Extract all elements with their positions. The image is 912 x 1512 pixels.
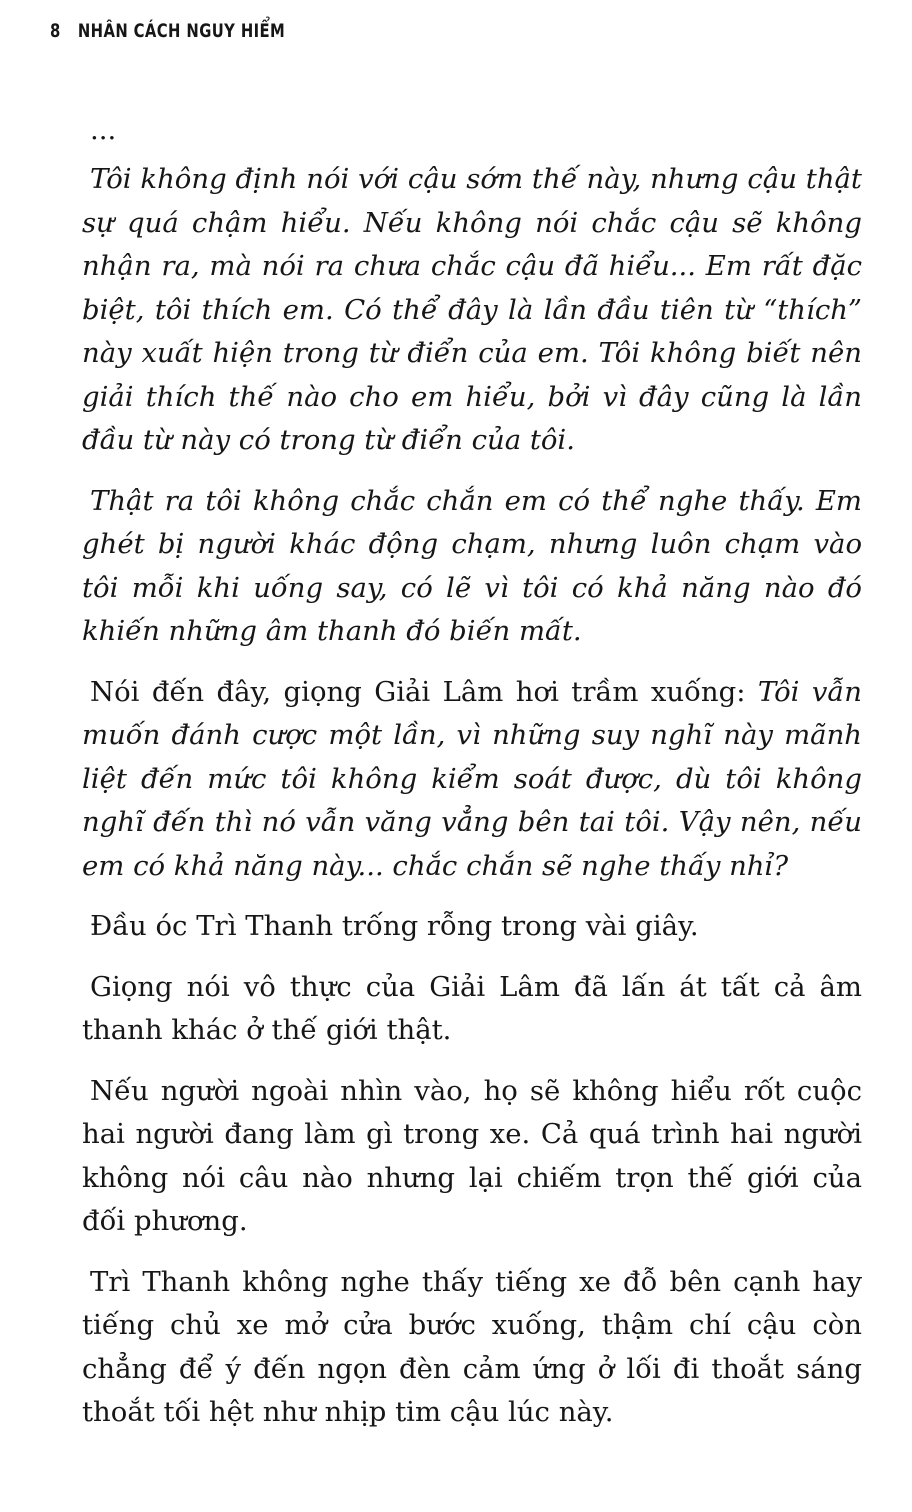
ellipsis-line: ... [90, 114, 117, 146]
page-number: 8 [50, 20, 61, 42]
paragraph-3-narration: Nói đến đây, giọng Giải Lâm hơi trầm xuống: [90, 675, 758, 708]
paragraph-1: Tôi không định nói với cậu sớm thế này, nhưng cậu thật sự quá chậm hiểu. Nếu không nói chắc cậu sẽ không nhận ra, mà nói ra chưa chắc cậu đã hiểu... Em rất đặc biệt, tôi thích em. Có thể đây là lần đầu tiên từ “thích” này xuất hiện trong từ điển của em. Tôi không biết nên giải thích thế nào cho em hiểu, bởi vì đây cũng là lần đầu từ này có trong từ điển của tôi. [82, 163, 862, 456]
paragraph-7: Trì Thanh không nghe thấy tiếng xe đỗ bên cạnh hay tiếng chủ xe mở cửa bước xuống, thậm chí cậu còn chẳng để ý đến ngọn đèn cảm ứng ở lối đi thoắt sáng thoắt tối hệt như nhịp tim cậu lúc này. [82, 1265, 862, 1428]
paragraph-2: Thật ra tôi không chắc chắn em có thể nghe thấy. Em ghét bị người khác động chạm, nhưng luôn chạm vào tôi mỗi khi uống say, có lẽ vì tôi có khả năng nào đó khiến những âm thanh đó biến mất. [82, 484, 862, 647]
paragraph-3-thought: Tôi vẫn muốn đánh cược một lần, vì những suy nghĩ này mãnh liệt đến mức tôi không kiểm soát được, dù tôi không nghĩ đến thì nó vẫn văng vẳng bên tai tôi. Vậy nên, nếu em có khả năng này... chắc chắn sẽ nghe thấy nhỉ? [82, 675, 862, 882]
page-body [82, 110, 862, 1452]
running-head [50, 20, 285, 42]
paragraph-3 [82, 671, 862, 889]
paragraph-5: Giọng nói vô thực của Giải Lâm đã lấn át tất cả âm thanh khác ở thế giới thật. [82, 970, 862, 1046]
paragraph-6: Nếu người ngoài nhìn vào, họ sẽ không hiểu rốt cuộc hai người đang làm gì trong xe. Cả quá trình hai người không nói câu nào nhưng lại chiếm trọn thế giới của đối phương. [82, 1074, 862, 1237]
paragraph-4: Đầu óc Trì Thanh trống rỗng trong vài giây. [90, 910, 699, 942]
book-title: NHÂN CÁCH NGUY HIỂM [77, 20, 286, 42]
